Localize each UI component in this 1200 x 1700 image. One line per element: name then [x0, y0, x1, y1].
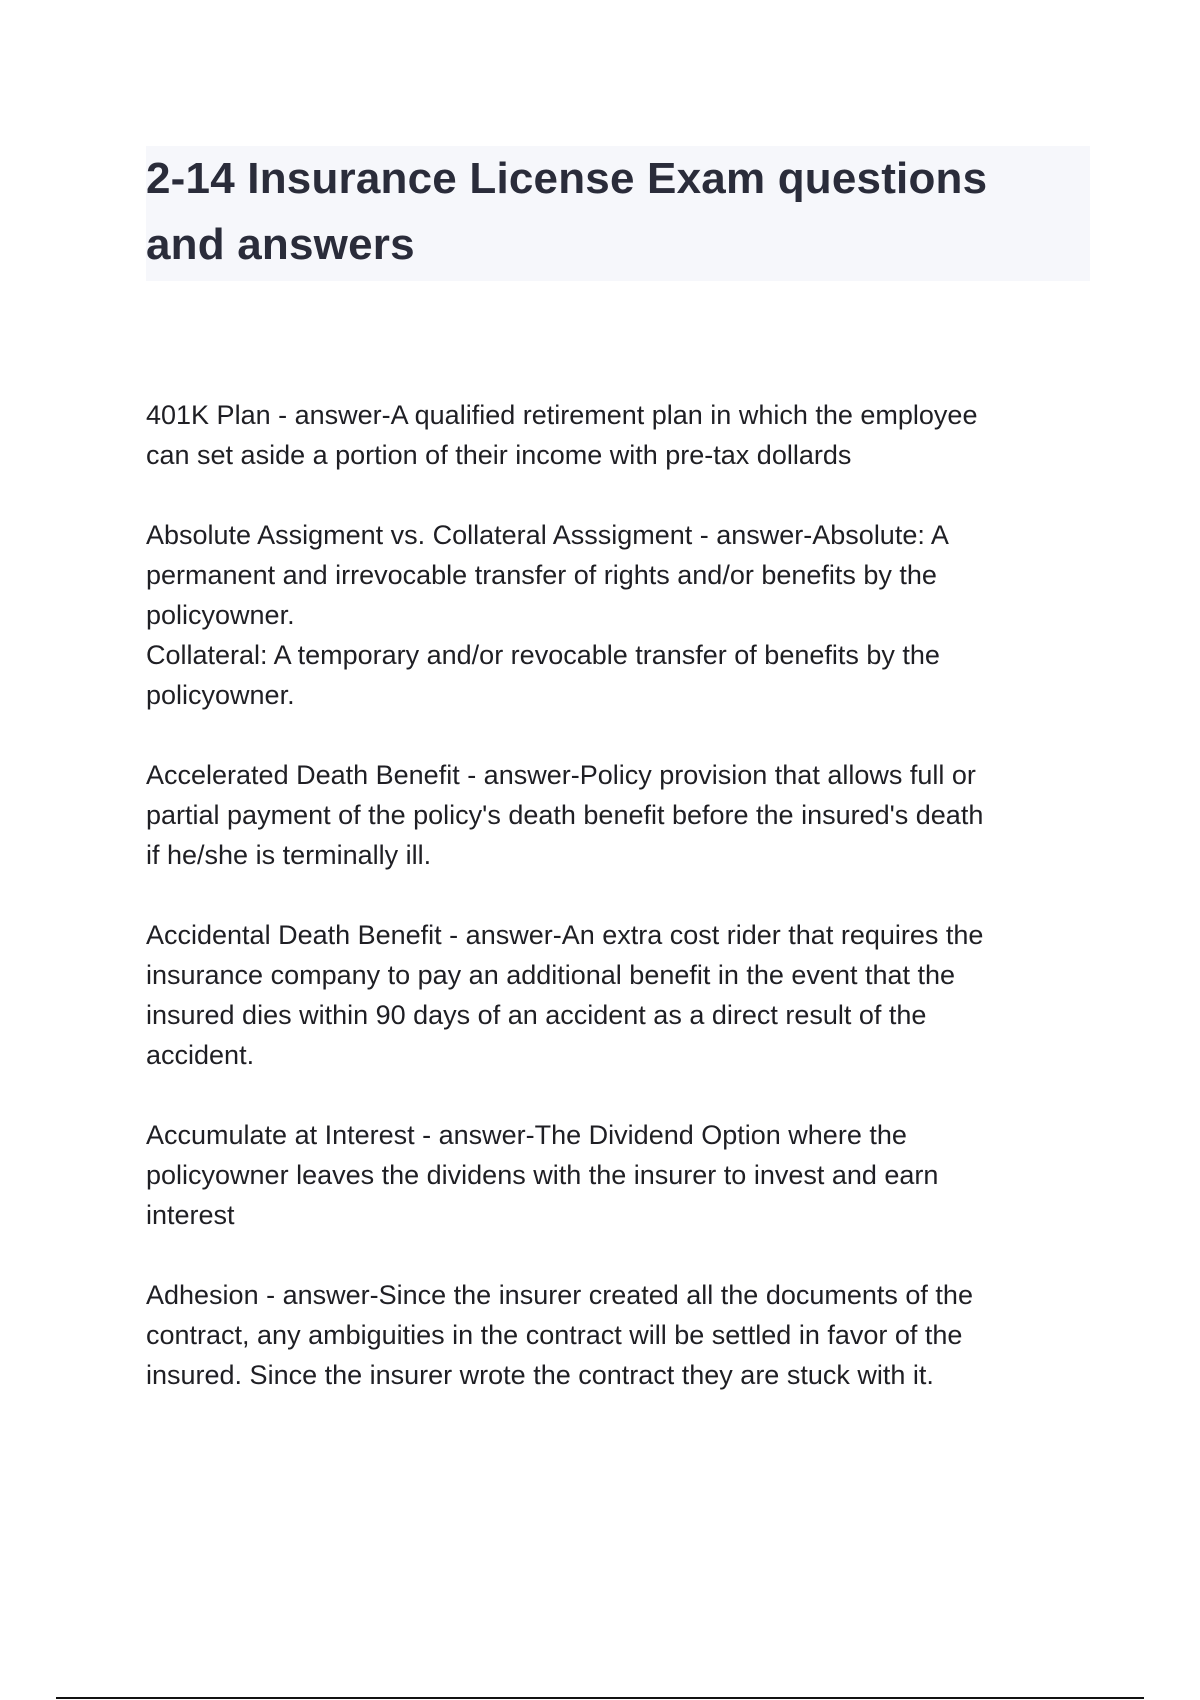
qa-line: can set aside a portion of their income with pre-tax dollards	[146, 440, 852, 470]
qa-line: Absolute Assigment vs. Collateral Asssigment - answer-Absolute: A	[146, 520, 949, 550]
qa-line: permanent and irrevocable transfer of rights and/or benefits by the	[146, 560, 937, 590]
qa-line: Adhesion - answer-Since the insurer created all the documents of the	[146, 1280, 973, 1310]
qa-line: policyowner.	[146, 600, 295, 630]
qa-line: policyowner leaves the dividens with the insurer to invest and earn	[146, 1160, 939, 1190]
qa-list	[146, 395, 1106, 1435]
qa-line: insured. Since the insurer wrote the contract they are stuck with it.	[146, 1360, 934, 1390]
qa-entry-absolute-vs-collateral-assignment	[146, 515, 1106, 715]
qa-line: if he/she is terminally ill.	[146, 840, 432, 870]
page-title-line: 2-14 Insurance License Exam questions	[146, 154, 988, 203]
qa-line: policyowner.	[146, 680, 295, 710]
qa-entry-accidental-death-benefit	[146, 915, 1106, 1075]
title-block	[146, 146, 1090, 281]
qa-entry-accelerated-death-benefit	[146, 755, 1106, 875]
qa-entry-adhesion	[146, 1275, 1106, 1395]
page-bottom-rule	[56, 1697, 1144, 1699]
page-title-line: and answers	[146, 220, 415, 269]
page-title	[146, 146, 1090, 278]
qa-line: interest	[146, 1200, 235, 1230]
qa-line: Accidental Death Benefit - answer-An extra cost rider that requires the	[146, 920, 984, 950]
qa-line: Accelerated Death Benefit - answer-Policy provision that allows full or	[146, 760, 976, 790]
qa-line: insurance company to pay an additional benefit in the event that the	[146, 960, 956, 990]
qa-line: Accumulate at Interest - answer-The Dividend Option where the	[146, 1120, 907, 1150]
qa-line: contract, any ambiguities in the contract will be settled in favor of the	[146, 1320, 963, 1350]
qa-line: partial payment of the policy's death benefit before the insured's death	[146, 800, 984, 830]
qa-line: 401K Plan - answer-A qualified retirement plan in which the employee	[146, 400, 978, 430]
qa-line: accident.	[146, 1040, 255, 1070]
qa-line: Collateral: A temporary and/or revocable transfer of benefits by the	[146, 640, 940, 670]
qa-line: insured dies within 90 days of an accident as a direct result of the	[146, 1000, 927, 1030]
qa-entry-401k-plan	[146, 395, 1106, 475]
qa-entry-accumulate-at-interest	[146, 1115, 1106, 1235]
